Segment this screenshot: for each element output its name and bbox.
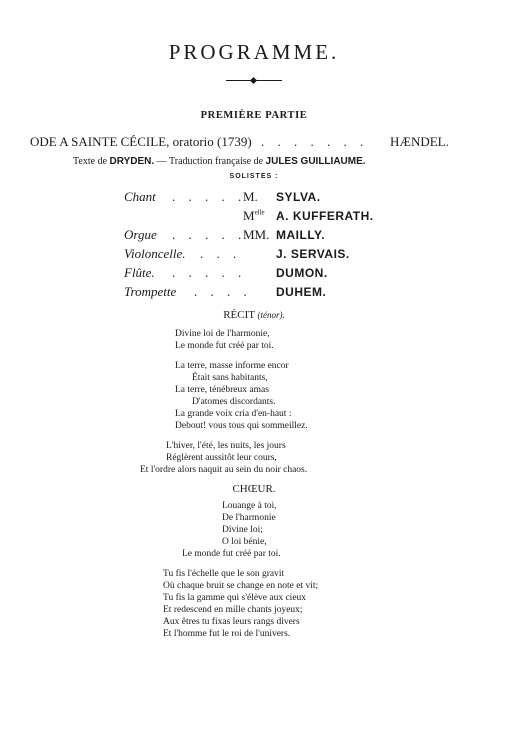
ode-title-line [30,134,368,150]
verse-line: Tu fis l'échelle que le son gravit [163,569,285,579]
verse-line: Le monde fut créé par toi. [182,549,281,559]
verse-line: Aux êtres tu fixas leurs rangs divers [163,617,300,627]
soloist-leader: . . . . . [172,265,247,280]
ode-leader: . . . . . . . [260,134,369,149]
verse-line: Debout! vous tous qui sommeillez. [175,421,308,431]
verse-line: D'atomes discordants. [192,397,276,407]
verse-line: La grande voix cria d'en-haut : [175,409,292,419]
soloist-instrument: Trompette [124,284,177,299]
soloist-leader: . . . . . [172,227,247,242]
soloist-leader: . . . . [194,284,252,299]
soloist-name: SYLVA. [276,190,321,204]
soloist-name: MAILLY. [276,228,326,242]
verse-line: Et redescend en mille chants joyeux; [163,605,303,615]
soloist-name: DUMON. [276,266,328,280]
ode-composer: HÆNDEL. [390,134,449,149]
recit-heading: RÉCIT (ténor). [223,309,285,321]
soloist-instrument: Orgue [124,227,157,242]
choeur-heading: CHŒUR. [232,483,276,495]
verse-line: O loi bénie, [222,537,267,547]
soloist-salutation: MM. [243,227,270,242]
ode-title: ODE A SAINTE CÉCILE, oratorio (1739) [30,134,252,149]
verse-line: Divine loi de l'harmonie, [175,329,270,339]
verse-line: Où chaque bruit se change en note et vit; [163,581,319,591]
verse-line: Était sans habitants, [192,373,268,383]
soloists-label: SOLISTES : [229,173,279,180]
credits-middle: — Traduction française de [156,156,264,167]
verse-line: De l'harmonie [222,513,276,523]
verse-line: Et l'ordre alors naquit au sein du noir chaos. [140,465,308,475]
credits-author: DRYDEN. [109,156,155,167]
title-ornament [226,78,282,82]
credits-prefix: Texte de [73,156,108,167]
soloist-name: J. SERVAIS. [276,247,350,261]
verse-line: Tu fis la gamme qui s'élève aux cieux [163,593,307,603]
soloist-leader: . . . [200,246,242,261]
credits-translator: JULES GUILLIAUME. [265,156,366,167]
verse-line: Louange à toi, [222,501,277,511]
verse-line: Réglèrent aussitôt leur cours, [166,453,277,463]
part-heading: PREMIÈRE PARTIE [200,110,308,121]
verse-line: Le monde fut créé par toi. [175,341,274,351]
verse-line: La terre, masse informe encor [175,361,289,371]
soloist-salutation: $M^{elle}$ [243,208,265,223]
soloist-name: A. KUFFERATH. [276,209,374,223]
page-title: PROGRAMME. [168,40,340,64]
soloist-instrument: Chant [124,189,156,204]
soloist-leader: . . . . . [172,189,247,204]
verse-line: Divine loi; [222,525,263,535]
credits-line [73,156,366,167]
verse-line: La terre, ténébreux amas [175,385,269,395]
verse-line: Et l'homme fut le roi de l'univers. [163,629,291,639]
soloist-salutation: M. [243,189,258,204]
soloist-instrument: Flûte. [124,265,155,280]
soloist-name: DUHEM. [276,285,327,299]
verse-line: L'hiver, l'été, les nuits, les jours [166,441,286,451]
soloist-instrument: Violoncelle. [124,246,186,261]
